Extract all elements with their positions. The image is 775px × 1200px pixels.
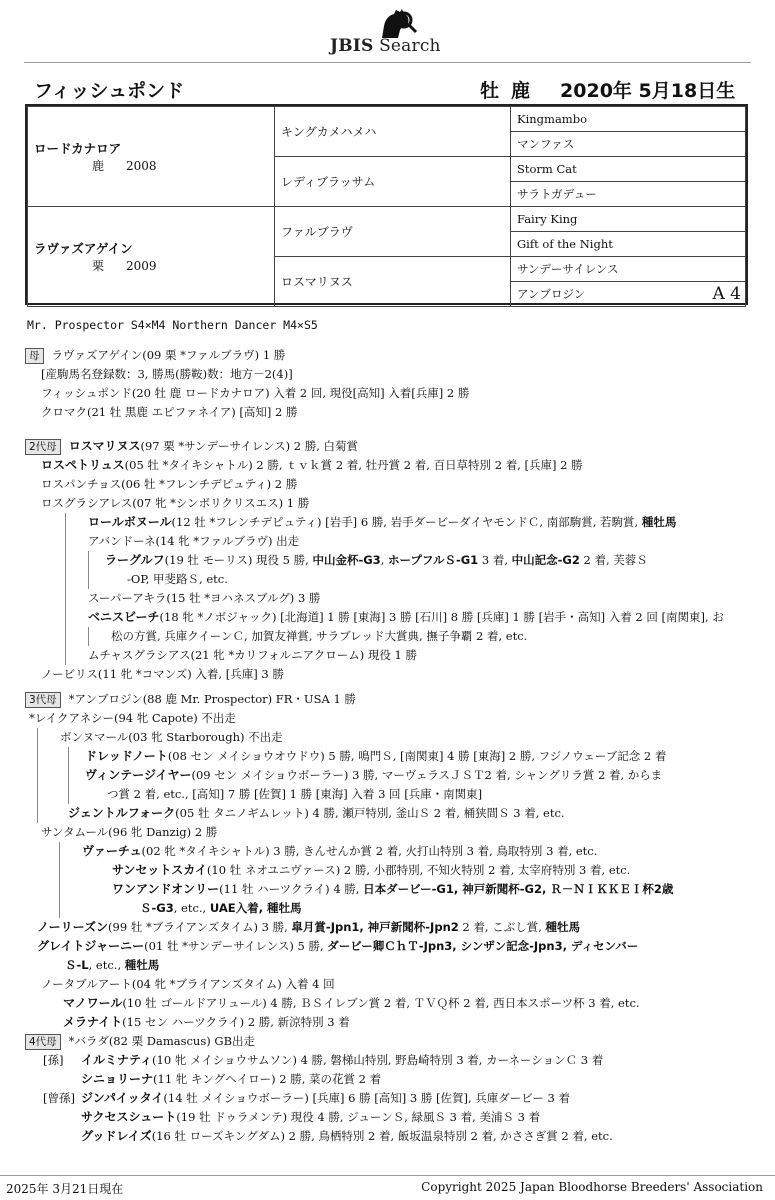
horse-link[interactable]: グレイトジャーニー <box>37 939 145 953</box>
dam-line: クロマク(21 牡 黒鹿 エピファネイア) [高知] 2 勝 <box>41 405 298 419</box>
section-tag: 母 <box>25 348 44 364</box>
descendant-group <box>59 842 745 918</box>
race-win: Ｓ-L <box>65 958 89 972</box>
horse-link[interactable]: ジェントルフォーク <box>68 806 176 820</box>
ped-g3-cell-last <box>511 282 746 307</box>
ped-g3-cell[interactable]: サンデーサイレンス <box>511 257 746 282</box>
horse-link[interactable]: ラーグルフ <box>105 553 165 567</box>
ped-g3-cell[interactable]: サラトガデュー <box>511 182 746 207</box>
brand-jbis: JBIS <box>330 36 374 56</box>
record-text: , <box>380 553 388 567</box>
race-win: 皐月賞-Jpn1, 神戸新聞杯-Jpn2 <box>291 920 459 934</box>
section-tag: 3代母 <box>25 692 61 708</box>
horse-link[interactable]: ベニスビーチ <box>88 610 160 624</box>
pedigree-table <box>25 104 748 305</box>
record-text: (10 牡 ゴールドアリュール) 4 勝, ＢＳイレブン賞 2 着, ＴＶＱ杯 2 着, 西日本スポーツ杯 3 着, etc. <box>122 996 640 1010</box>
ped-g3-cell[interactable]: Kingmambo <box>511 107 746 132</box>
family-number: A 4 <box>712 284 741 304</box>
section-tag: 4代母 <box>25 1034 61 1050</box>
horse-color: 鹿 <box>511 80 531 102</box>
horse-link[interactable]: ロスペトリュス <box>41 458 125 472</box>
record-text: つ賞 2 着, etc., [高知] 7 勝 [佐賀] 1 勝 [東海] 入着 3 回 [兵庫・南関東] <box>107 787 483 801</box>
descendant-group <box>37 728 745 823</box>
sire-cell <box>28 107 275 207</box>
generation-label: [孫] <box>43 1053 64 1067</box>
sire-name[interactable]: ロードカナロア <box>34 141 122 156</box>
record-text: 2 着, 芙蓉Ｓ <box>579 553 648 567</box>
record-text: -OP, 甲斐路Ｓ, etc. <box>127 572 228 586</box>
list-item: *レイクアネシー(94 牝 Capote) 不出走 <box>29 711 236 725</box>
record-text: (19 牡 モーリス) 現役 5 勝, <box>164 553 313 567</box>
record-text: , etc., <box>173 901 210 915</box>
descendant-group <box>65 513 745 665</box>
record-text: (99 牡 *ブライアンズタイム) 3 勝, <box>108 920 292 934</box>
ped-g2-cell[interactable]: ファルブラヴ <box>275 207 511 257</box>
horse-link[interactable]: ヴィンテージイヤー <box>85 768 192 782</box>
generation-label: [曾孫] <box>43 1091 75 1105</box>
horse-link[interactable]: シニョリーナ <box>81 1072 154 1086</box>
record-text: 3 着, <box>478 553 512 567</box>
record-text: (05 牡 *タイキシャトル) 2 勝, ｔｖｋ賞 2 着, 牡丹賞 2 着, 百日草特別 2 着, [兵庫] 2 勝 <box>124 458 583 472</box>
horse-link[interactable]: ノーリーズン <box>37 920 109 934</box>
list-item: ノービリス(11 牝 *コマンズ) 入着, [兵庫] 3 勝 <box>41 667 284 681</box>
dam-name[interactable]: ラヴァズアゲイン <box>34 241 133 256</box>
ped-g2-cell[interactable]: キングカメハメハ <box>275 107 511 157</box>
record-text: (09 セン メイショウボーラー) 3 勝, マーヴェラスＪＳＴ2 着, シャングリラ賞 2 着, からま <box>191 768 663 782</box>
record-text: *バラダ(82 栗 Damascus) GB出走 <box>68 1034 256 1048</box>
sire-color: 鹿 <box>92 159 105 173</box>
record-text: (10 牡 ネオユニヴァース) 2 勝, 小郡特別, 不知火特別 2 着, 太宰府特別 3 着, etc. <box>206 863 631 877</box>
inbreeding-info: Mr. Prospector S4×M4 Northern Dancer M4×S5 <box>27 318 318 332</box>
ped-g3-cell[interactable]: Gift of the Night <box>511 232 746 257</box>
record-text: (05 牡 タニノギムレット) 4 勝, 瀬戸特別, 釜山Ｓ 2 着, 桶狭間Ｓ 3 着, etc. <box>175 806 565 820</box>
horse-info <box>480 76 747 103</box>
record-text: 松の方賞, 兵庫クイーンＣ, 加賀友禅賞, サラブレッド大賞典, 撫子争覇 2 着, etc. <box>88 627 745 646</box>
race-win: 中山金杯-G3 <box>312 553 381 567</box>
record-text: (12 牡 *フレンチデピュティ) [岩手] 6 勝, 岩手ダービーダイヤモンドＣ, 南部駒賞, 若駒賞, <box>171 515 642 529</box>
record-text: (19 牡 ドゥラメンテ) 現役 4 勝, ジューンＳ, 緑風Ｓ 3 着, 美浦Ｓ 3 着 <box>176 1110 541 1124</box>
record-text: (16 牡 ローズキングダム) 2 勝, 鳥栖特別 2 着, 飯坂温泉特別 2 着, かささぎ賞 2 着, etc. <box>151 1129 613 1143</box>
horse-link[interactable]: マノワール <box>63 996 123 1010</box>
horse-birth: 2020年 5月18日生 <box>560 80 736 102</box>
record-text: 2 着, こぶし賞, <box>458 920 546 934</box>
horse-sex: 牡 <box>480 80 500 102</box>
g2-section <box>25 437 745 684</box>
record-text: (15 セン ハーツクライ) 2 勝, 新涼特別 3 着 <box>122 1015 350 1029</box>
horse-link[interactable]: ワンアンドオンリー <box>112 882 220 896</box>
record-text: (11 牡 ハーツクライ) 4 勝, <box>219 882 364 896</box>
record-text: (97 栗 *サンデーサイレンス) 2 勝, 白菊賞 <box>140 439 359 453</box>
list-item: アバンドーネ(14 牝 *ファルブラヴ) 出走 <box>88 534 300 548</box>
g3-section <box>25 690 745 1032</box>
descendant-group <box>88 551 745 589</box>
list-item: ロスグラシアレス(07 牝 *シンボリクリスエス) 1 勝 <box>41 496 310 510</box>
horse-link[interactable]: サクセスシュート <box>81 1110 177 1124</box>
dam-color: 栗 <box>92 259 105 273</box>
race-win: 種牡馬 <box>545 920 581 934</box>
list-item: ノータブルアート(04 牝 *ブライアンズタイム) 入着 4 回 <box>41 977 335 991</box>
race-win: 日本ダービー-G1, 神戸新聞杯-G2, Ｒ－ＮＩＫＫＥＩ杯2歳 <box>363 882 674 896</box>
g4-section <box>25 1032 745 1146</box>
horse-link[interactable]: メラナイト <box>63 1015 123 1029</box>
race-win: ダービー卿ＣｈＴ-Jpn3, シンザン記念-Jpn3, ディセンバー <box>327 939 639 953</box>
horse-link[interactable]: サンセットスカイ <box>112 863 207 877</box>
record-text: (01 牡 *サンデーサイレンス) 5 勝, <box>144 939 328 953</box>
record-text: (10 牝 メイショウサムソン) 4 勝, 磐梯山特別, 野島崎特別 3 着, カーネーションＣ 3 着 <box>152 1053 604 1067</box>
race-win: UAE入着, 種牡馬 <box>209 901 302 915</box>
sire-year: 2008 <box>126 159 157 173</box>
dam-line: フィッシュポンド(20 牡 鹿 ロードカナロア) 入着 2 回, 現役[高知] 入着[兵庫] 2 勝 <box>41 386 470 400</box>
race-win: Ｓ-G3 <box>140 901 174 915</box>
list-item: ムチャスグラシアス(21 牝 *カリフォルニアクローム) 現役 1 勝 <box>88 648 417 662</box>
ped-g2-cell[interactable]: ロスマリヌス <box>275 257 511 307</box>
record-text: (08 セン メイショウオウドウ) 5 勝, 鳴門Ｓ, [南関東] 4 勝 [東海] 2 勝, フジノウェーブ記念 2 着 <box>167 749 667 763</box>
dam-line: [産駒馬名登録数：3, 勝馬(勝鞍)数：地方－2(4)] <box>41 367 293 381</box>
horse-link[interactable]: ロールボヌール <box>88 515 172 529</box>
copyright: Copyright 2025 Japan Bloodhorse Breeders' Association <box>421 1180 763 1194</box>
horse-link[interactable]: グッドレイズ <box>81 1129 152 1143</box>
ped-g3-cell[interactable]: マンファス <box>511 132 746 157</box>
header-divider <box>24 62 751 63</box>
brand-search: Search <box>379 36 441 56</box>
horse-link[interactable]: ジンパイッタイ <box>81 1091 164 1105</box>
footer-divider <box>0 1175 775 1176</box>
dam-year: 2009 <box>126 259 157 273</box>
race-win: 中山記念-G2 <box>511 553 580 567</box>
record-text: (11 牝 キングヘイロー) 2 勝, 菜の花賞 2 着 <box>153 1072 382 1086</box>
horse-link[interactable]: ドレッドノート <box>85 749 168 763</box>
as-of-date: 2025年 3月21日現在 <box>6 1182 124 1196</box>
record-text: , etc., <box>88 958 125 972</box>
ped-g3-cell[interactable]: Fairy King <box>511 207 746 232</box>
horse-link[interactable]: ロスマリヌス <box>68 439 141 453</box>
list-item: ロスパンチョス(06 牡 *フレンチデピュティ) 2 勝 <box>41 477 298 491</box>
dam-section <box>25 346 745 422</box>
race-win: ホープフルＳ-G1 <box>388 553 479 567</box>
list-item: スーパーアキラ(15 牡 *ヨハネスブルグ) 3 勝 <box>88 591 321 605</box>
ped-g3-cell[interactable]: Storm Cat <box>511 157 746 182</box>
list-item: サンタムール(96 牝 Danzig) 2 勝 <box>41 825 218 839</box>
record-text: (18 牝 *ノボジャック) [北海道] 1 勝 [東海] 3 勝 [石川] 8 勝 [兵庫] 1 勝 [岩手・高知] 入着 2 回 [南関東], お <box>159 610 724 624</box>
dam-cell <box>28 207 275 307</box>
brand-text <box>330 36 441 56</box>
horse-link[interactable]: ヴァーチュ <box>82 844 142 858</box>
list-item: ボンヌマール(03 牝 Starborough) 不出走 <box>60 730 283 744</box>
record-text: *アンブロジン(88 鹿 Mr. Prospector) FR・USA 1 勝 <box>68 692 356 706</box>
record-text: (02 牝 *タイキシャトル) 3 勝, きんせんか賞 2 着, 火打山特別 3 着, 鳥取特別 3 着, etc. <box>141 844 598 858</box>
record-text: 種牡馬 <box>641 515 677 529</box>
horse-name: フィッシュポンド <box>34 80 185 102</box>
dam-line: ラヴァズアゲイン(09 栗 *ファルブラヴ) 1 勝 <box>51 348 286 362</box>
section-tag: 2代母 <box>25 439 61 455</box>
ped-g2-cell[interactable]: レディブラッサム <box>275 157 511 207</box>
horse-link[interactable]: イルミナティ <box>81 1053 153 1067</box>
descendant-group <box>68 747 745 804</box>
site-header <box>0 6 775 56</box>
ped-g3-name[interactable]: アンブロジン <box>517 287 586 301</box>
race-win: 種牡馬 <box>124 958 160 972</box>
record-text: (14 牡 メイショウボーラー) [兵庫] 6 勝 [高知] 3 勝 [佐賀], 兵庫ダービー 3 着 <box>163 1091 570 1105</box>
